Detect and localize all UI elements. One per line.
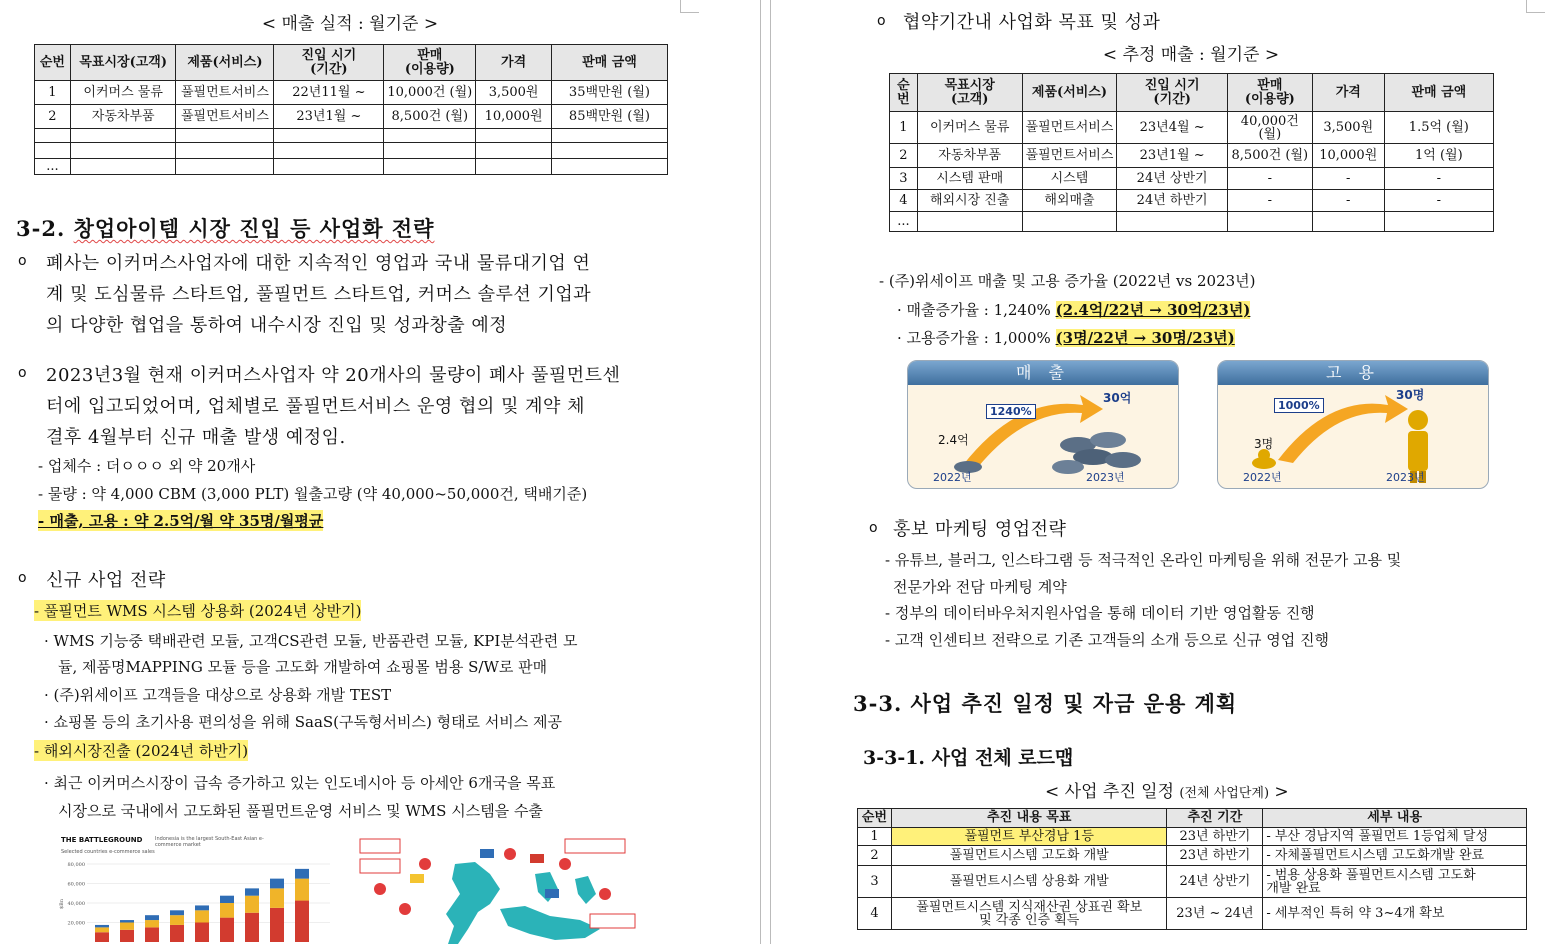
table-row xyxy=(890,212,1494,232)
bar-segment xyxy=(120,923,134,930)
table-row xyxy=(890,112,1494,144)
sales-caption: < 매출 실적 : 월기준 > xyxy=(261,14,439,34)
wms-commercialization-title: - 풀필먼트 WMS 시스템 상용화 (2024년 상반기) xyxy=(34,602,362,620)
section-title: 창업아이템 시장 진입 등 사업화 전략 xyxy=(73,216,435,241)
panel-title: 고 용 xyxy=(1218,361,1488,385)
table-cell xyxy=(551,143,667,159)
table-cell xyxy=(70,143,176,159)
promo-title: 홍보 마케팅 영업전략 xyxy=(893,519,1067,540)
table-row xyxy=(890,168,1494,190)
forecast-sales-table xyxy=(889,73,1494,232)
table-cell: 이커머스 물류 xyxy=(917,112,1022,144)
table-cell: 2 xyxy=(35,105,71,129)
table-row xyxy=(858,898,1527,930)
bar-segment xyxy=(195,905,209,910)
year-2023-label: 2023년 xyxy=(1086,471,1125,484)
table-cell: - xyxy=(1227,168,1312,190)
table-cell: 해외시장 진출 xyxy=(917,190,1022,212)
table-cell: 풀필먼트서비스 xyxy=(1022,112,1117,144)
table-cell: 23년 ~ 24년 xyxy=(1167,898,1263,930)
growth-title: - (주)위세이프 매출 및 고용 증가율 (2022년 vs 2023년) xyxy=(879,272,1256,290)
business-schedule-table xyxy=(857,808,1527,930)
value-2022: 3명 xyxy=(1254,437,1274,451)
table-header-row xyxy=(890,74,1494,112)
section-heading xyxy=(16,213,434,243)
column-header: 진입 시기 (기간) xyxy=(274,45,384,81)
table-cell xyxy=(1227,212,1312,232)
table-cell: 24년 상반기 xyxy=(1167,866,1263,898)
bar-segment xyxy=(145,915,159,920)
table-cell: 10,000건 (월) xyxy=(384,81,476,105)
column-header: 세부 내용 xyxy=(1263,809,1527,828)
bullet-circle-icon: o xyxy=(877,13,886,29)
table-row xyxy=(35,159,668,175)
employment-growth-line xyxy=(897,327,1235,348)
table-cell xyxy=(274,129,384,143)
table-cell: 자동차부품 xyxy=(917,144,1022,168)
table-cell: 23년 하반기 xyxy=(1167,828,1263,846)
table-cell: 풀필먼트 부산경남 1등 xyxy=(891,828,1167,846)
table-cell: 8,500건 (월) xyxy=(1227,144,1312,168)
table-cell: 1 xyxy=(890,112,918,144)
table-cell: - xyxy=(1227,190,1312,212)
bar-segment xyxy=(170,915,184,925)
promo-details xyxy=(885,547,1401,653)
column-header: 순 번 xyxy=(890,74,918,112)
table-cell: - xyxy=(1312,190,1384,212)
table-cell: ... xyxy=(890,212,918,232)
bar-segment xyxy=(245,913,259,942)
table-row xyxy=(35,105,668,129)
text-line: 의 다양한 협업을 통하여 내수시장 진입 및 성과창출 예정 xyxy=(46,315,508,336)
table-header-row xyxy=(35,45,668,81)
year-2022-label: 2022년 xyxy=(933,471,972,484)
column-header: 목표시장(고객) xyxy=(70,45,176,81)
table-cell xyxy=(384,129,476,143)
page-corner-mark xyxy=(1526,0,1545,13)
goal-title: 협약기간내 사업화 목표 및 성과 xyxy=(903,12,1161,33)
table-cell: 이커머스 물류 xyxy=(70,81,176,105)
chart-canvas xyxy=(55,834,335,944)
table-cell: 풀필먼트시스템 상용화 개발 xyxy=(891,866,1167,898)
overseas-expansion-title: - 해외시장진출 (2024년 하반기) xyxy=(34,742,249,760)
bar-segment xyxy=(120,930,134,942)
text-line: 2023년3월 현재 이커머스사업자 약 20개사의 물량이 폐사 풀필먼트센 xyxy=(46,365,621,386)
bar-segment xyxy=(270,888,284,908)
table-cell: 2 xyxy=(858,846,892,866)
text-line: · 최근 이커머스시장이 급속 증가하고 있는 인도네시아 등 아세안 6개국을 목표 xyxy=(44,774,556,792)
table-cell: - 세부적인 특허 약 3~4개 확보 xyxy=(1263,898,1527,930)
table-cell xyxy=(35,143,71,159)
sales-growth-line xyxy=(897,299,1250,320)
table-cell: 40,000건 (월) xyxy=(1227,112,1312,144)
table-cell xyxy=(274,143,384,159)
table-cell: 2 xyxy=(890,144,918,168)
column-header: 추진 내용 목표 xyxy=(891,809,1167,828)
column-header: 가격 xyxy=(476,45,552,81)
table-cell: 1 xyxy=(35,81,71,105)
bar-segment xyxy=(270,908,284,942)
table-cell xyxy=(176,159,274,175)
left-document-page xyxy=(0,0,761,944)
table-cell xyxy=(70,129,176,143)
bar-segment xyxy=(95,932,109,942)
paragraph-market-entry xyxy=(46,248,591,341)
column-header: 순번 xyxy=(858,809,892,828)
text-line: 계 및 도심물류 스타트업, 풀필먼트 스타트업, 커머스 솔루션 기업과 xyxy=(46,284,592,305)
table-cell: 1억 (월) xyxy=(1384,144,1493,168)
table-cell: 3,500원 xyxy=(476,81,552,105)
table-cell xyxy=(274,159,384,175)
value-2023: 30명 xyxy=(1396,388,1425,402)
year-2022-label: 2022년 xyxy=(1243,471,1282,484)
bar-segment xyxy=(220,918,234,942)
ecommerce-sales-chart xyxy=(55,834,335,944)
column-header: 판매 금액 xyxy=(1384,74,1493,112)
growth-percent: 1240% xyxy=(986,404,1036,419)
column-header: 제품(서비스) xyxy=(176,45,274,81)
schedule-caption-note: (전체 사업단계) xyxy=(1179,786,1270,801)
table-cell xyxy=(1117,212,1227,232)
paragraph-current-status xyxy=(46,360,620,453)
table-cell: 10,000원 xyxy=(476,105,552,129)
bar-segment xyxy=(95,927,109,932)
text-line: 폐사는 이커머스사업자에 대한 지속적인 영업과 국내 물류대기업 연 xyxy=(46,253,591,274)
text-line: · 쇼핑몰 등의 초기사용 편의성을 위해 SaaS(구독형서비스) 형태로 서비스 제공 xyxy=(44,713,563,731)
bar-segment xyxy=(295,869,309,879)
table-cell: 8,500건 (월) xyxy=(384,105,476,129)
sales-growth-highlight: (2.4억/22년 → 30억/23년) xyxy=(1055,301,1251,319)
growth-percent: 1000% xyxy=(1274,398,1324,413)
bar-segment xyxy=(195,910,209,922)
column-header: 제품(서비스) xyxy=(1022,74,1117,112)
wms-details xyxy=(44,630,578,738)
table-cell: - 범용 상용화 풀필먼트시스템 고도화 개발 완료 xyxy=(1263,866,1527,898)
text-line: · WMS 기능중 택배관련 모듈, 고객CS관련 모듈, 반품관련 모듈, KPI분석관련 모 xyxy=(44,632,578,650)
employment-growth-highlight: (3명/22년 → 30명/23년) xyxy=(1055,329,1235,347)
table-row xyxy=(890,144,1494,168)
table-cell: 23년1월 ~ xyxy=(274,105,384,129)
text-line: 듈, 제품명MAPPING 모듈 등을 고도화 개발하여 쇼핑몰 범용 S/W로 판매 xyxy=(58,658,548,676)
table-cell: - xyxy=(1384,168,1493,190)
year-2023-label: 2023년 xyxy=(1386,471,1425,484)
table-cell: 85백만원 (월) xyxy=(551,105,667,129)
table-cell: 10,000원 xyxy=(1312,144,1384,168)
table-cell: 풀필먼트서비스 xyxy=(176,105,274,129)
table-cell: 1.5억 (월) xyxy=(1384,112,1493,144)
schedule-caption xyxy=(1045,777,1289,802)
table-cell xyxy=(384,159,476,175)
bullet-circle-icon: o xyxy=(18,365,27,381)
bar-segment xyxy=(195,923,209,943)
table-cell xyxy=(551,159,667,175)
table-row xyxy=(858,846,1527,866)
table-cell: 3 xyxy=(890,168,918,190)
bar-segment xyxy=(145,927,159,942)
table-cell: 23년4월 ~ xyxy=(1117,112,1227,144)
forecast-caption: < 추정 매출 : 월기준 > xyxy=(1102,45,1280,65)
y-axis-label: $Bn xyxy=(59,898,65,909)
bar-segment xyxy=(170,910,184,915)
table-cell: 시스템 판매 xyxy=(917,168,1022,190)
y-tick-label: 40,000 xyxy=(67,901,85,907)
table-cell xyxy=(476,129,552,143)
table-cell: 풀필먼트시스템 지식재산권 상표권 확보 및 각종 인증 획득 xyxy=(891,898,1167,930)
chart-caption: Selected countries e-commerce sales xyxy=(61,849,155,855)
text-line: 전문가와 전담 마케팅 계약 xyxy=(893,577,1067,596)
table-cell xyxy=(1312,212,1384,232)
text-line: 터에 입고되었어며, 업체별로 풀필먼트서비스 운영 협의 및 계약 체 xyxy=(46,396,585,417)
section-3-3-1-heading: 3-3-1. 사업 전체 로드맵 xyxy=(863,747,1074,769)
table-cell: 풀필먼트서비스 xyxy=(176,81,274,105)
bullet-circle-icon: o xyxy=(869,520,878,536)
text-line: · (주)위세이프 고객들을 대상으로 상용화 개발 TEST xyxy=(44,686,392,704)
table-row xyxy=(858,866,1527,898)
table-cell: 1 xyxy=(858,828,892,846)
panel-title: 매 출 xyxy=(908,361,1178,385)
table-cell xyxy=(70,159,176,175)
schedule-caption-text: < 사업 추진 일정 xyxy=(1045,782,1180,802)
bar-segment xyxy=(295,879,309,901)
text-line: 결후 4월부터 신규 매출 발생 예정임. xyxy=(46,427,346,448)
table-cell: 풀필먼트서비스 xyxy=(1022,144,1117,168)
table-cell: 3 xyxy=(858,866,892,898)
table-row xyxy=(35,143,668,159)
table-cell xyxy=(35,129,71,143)
table-cell: - xyxy=(1312,168,1384,190)
table-cell: 23년1월 ~ xyxy=(1117,144,1227,168)
bar-segment xyxy=(245,888,259,895)
bar-segment xyxy=(120,920,134,922)
table-row xyxy=(890,190,1494,212)
table-cell: 자동차부품 xyxy=(70,105,176,129)
column-header: 가격 xyxy=(1312,74,1384,112)
table-cell: 35백만원 (월) xyxy=(551,81,667,105)
sub-item-companies: - 업체수 : 더ㅇㅇㅇ 외 약 20개사 xyxy=(38,457,256,475)
table-cell: 23년 하반기 xyxy=(1167,846,1263,866)
section-number: 3-2. xyxy=(16,216,66,241)
table-cell: 풀필먼트시스템 고도화 개발 xyxy=(891,846,1167,866)
table-cell: - xyxy=(1384,190,1493,212)
column-header: 진입 시기 (기간) xyxy=(1117,74,1227,112)
sub-item-volume: - 물량 : 약 4,000 CBM (3,000 PLT) 월출고량 (약 40,000~50,000건, 택배기준) xyxy=(38,485,588,503)
bullet-circle-icon: o xyxy=(18,253,27,269)
y-tick-label: 80,000 xyxy=(67,862,85,868)
table-cell xyxy=(917,212,1022,232)
column-header: 판매 (이용량) xyxy=(384,45,476,81)
sales-growth-panel xyxy=(907,360,1179,489)
right-document-page xyxy=(770,0,1563,944)
asean-map-infographic xyxy=(350,834,640,944)
table-cell: 24년 하반기 xyxy=(1117,190,1227,212)
table-cell: 해외매출 xyxy=(1022,190,1117,212)
new-business-title: 신규 사업 전략 xyxy=(46,570,166,591)
bar-segment xyxy=(245,896,259,913)
column-header: 판매 금액 xyxy=(551,45,667,81)
table-cell xyxy=(476,159,552,175)
table-cell xyxy=(1022,212,1117,232)
text-line: - 정부의 데이터바우처지원사업을 통해 데이터 기반 영업활동 진행 xyxy=(885,604,1315,622)
bar-segment xyxy=(220,903,234,918)
table-cell: - 부산 경남지역 풀필먼트 1등업체 달성 xyxy=(1263,828,1527,846)
employment-growth-panel xyxy=(1217,360,1489,489)
table-cell: 22년11월 ~ xyxy=(274,81,384,105)
y-tick-label: 20,000 xyxy=(67,920,85,927)
table-cell xyxy=(551,129,667,143)
table-row xyxy=(35,129,668,143)
bar-segment xyxy=(95,925,109,927)
table-cell: 4 xyxy=(858,898,892,930)
text-line: 시장으로 국내에서 고도화된 풀필먼트운영 서비스 및 WMS 시스템을 수출 xyxy=(58,802,543,820)
table-cell: 3,500원 xyxy=(1312,112,1384,144)
overseas-details xyxy=(44,769,555,825)
table-cell: ... xyxy=(35,159,71,175)
table-cell: - 자체풀필먼트시스템 고도화개발 완료 xyxy=(1263,846,1527,866)
value-2022: 2.4억 xyxy=(938,433,969,447)
table-cell xyxy=(176,143,274,159)
value-2023: 30억 xyxy=(1103,391,1132,405)
sub-item-sales-employment: - 매출, 고용 : 약 2.5억/월 약 35명/월평균 xyxy=(38,512,324,530)
schedule-caption-end: > xyxy=(1269,782,1289,802)
bar-segment xyxy=(295,901,309,942)
bar-segment xyxy=(145,920,159,927)
table-row xyxy=(35,81,668,105)
text-line: - 유튜브, 블러그, 인스타그램 등 적극적인 온라인 마케팅을 위해 전문가 고용 및 xyxy=(885,551,1402,569)
table-cell xyxy=(384,143,476,159)
chart-subtitle: Indonesia is the largest South-East Asian e-commerce market xyxy=(155,836,264,848)
chart-title: THE BATTLEGROUND xyxy=(61,836,143,844)
asean-map-icon xyxy=(350,834,640,944)
table-cell xyxy=(476,143,552,159)
table-cell xyxy=(1384,212,1493,232)
y-tick-label: 60,000 xyxy=(67,881,85,888)
column-header: 판매 (이용량) xyxy=(1227,74,1312,112)
table-cell: 시스템 xyxy=(1022,168,1117,190)
table-header-row xyxy=(858,809,1527,828)
employment-growth-label: · 고용증가율 : 1,000% xyxy=(897,329,1051,347)
table-row xyxy=(858,828,1527,846)
sales-results-table xyxy=(34,44,668,175)
sales-growth-label: · 매출증가율 : 1,240% xyxy=(897,301,1051,319)
bullet-circle-icon: o xyxy=(18,570,27,586)
table-cell: 24년 상반기 xyxy=(1117,168,1227,190)
text-line: - 고객 인센티브 전략으로 기존 고객들의 소개 등으로 신규 영업 진행 xyxy=(885,630,1329,649)
bar-segment xyxy=(270,879,284,889)
column-header: 목표시장 (고객) xyxy=(917,74,1022,112)
table-cell xyxy=(176,129,274,143)
column-header: 순번 xyxy=(35,45,71,81)
page-corner-mark xyxy=(680,0,699,13)
section-3-3-heading: 3-3. 사업 추진 일정 및 자금 운용 계획 xyxy=(853,691,1238,716)
bar-segment xyxy=(220,896,234,903)
bar-segment xyxy=(170,925,184,942)
column-header: 추진 기간 xyxy=(1167,809,1263,828)
table-cell: 4 xyxy=(890,190,918,212)
